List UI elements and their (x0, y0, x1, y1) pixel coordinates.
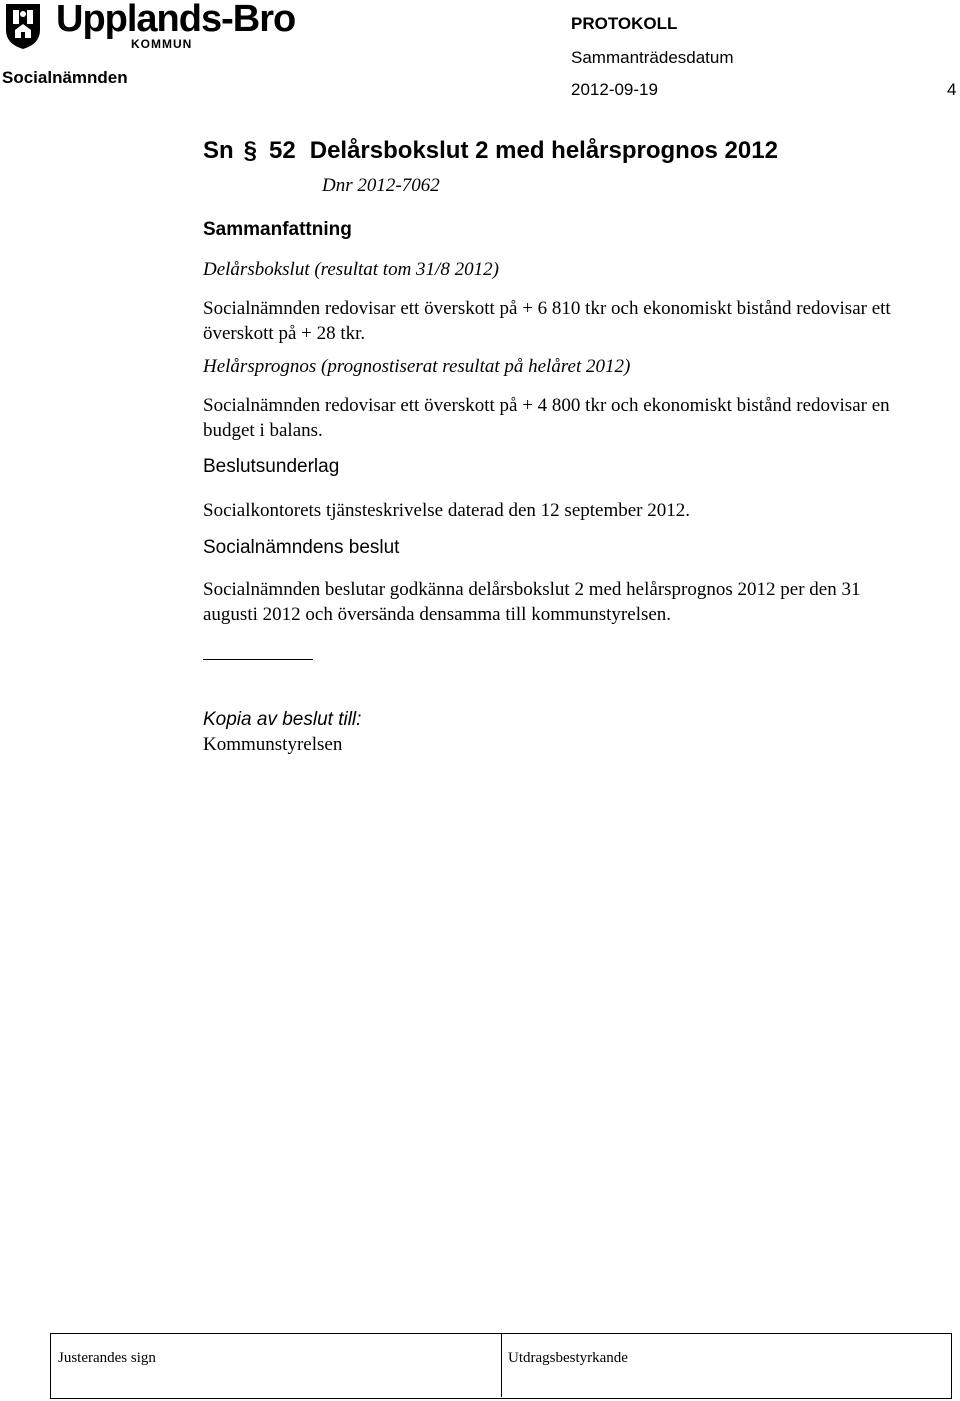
extract-certification-field: Utdragsbestyrkande (508, 1350, 628, 1366)
page-number: 4 (947, 80, 957, 99)
section-heading: Delårsbokslut 2 med helårsprognos 2012 (309, 137, 778, 164)
divider-line (203, 659, 313, 660)
basis-heading: Beslutsunderlag (203, 456, 340, 477)
interim-subheading: Delårsbokslut (resultat tom 31/8 2012) (203, 259, 499, 280)
document-type: PROTOKOLL (571, 14, 678, 33)
copy-recipient: Kommunstyrelsen (203, 734, 343, 755)
footer-column-divider (501, 1333, 502, 1397)
basis-text: Socialkontorets tjänsteskrivelse daterad den 12 september 2012. (203, 500, 691, 521)
section-title (203, 137, 778, 165)
copy-to-label: Kopia av beslut till: (203, 709, 362, 730)
justification-sign-field: Justerandes sign (58, 1350, 156, 1366)
forecast-text: Socialnämnden redovisar ett överskott på + 4 800 tkr och ekonomiskt bistånd redovisar en budget i balans. (203, 395, 890, 441)
meeting-date: 2012-09-19 (571, 80, 658, 99)
meeting-date-label: Sammanträdesdatum (571, 48, 734, 67)
decision-text: Socialnämnden beslutar godkänna delårsbokslut 2 med helårsprognos 2012 per den 31 augusti 2012 och översända densamma till kommunstyrelsen. (203, 579, 861, 625)
committee-name: Socialnämnden (2, 68, 128, 87)
paragraph-symbol: § (243, 137, 258, 164)
municipality-logo (0, 0, 300, 60)
interim-text: Socialnämnden redovisar ett överskott på + 6 810 tkr och ekonomiskt bistånd redovisar ett överskott på + 28 tkr. (203, 298, 891, 344)
decision-heading: Socialnämndens beslut (203, 537, 400, 558)
section-number: 52 (269, 137, 296, 164)
registration-number: Dnr 2012-7062 (322, 175, 440, 196)
logo-wordmark: Upplands-Bro (56, 0, 296, 40)
forecast-subheading: Helårsprognos (prognostiserat resultat på helåret 2012) (203, 356, 631, 377)
municipal-crest-icon (2, 2, 44, 50)
summary-heading: Sammanfattning (203, 219, 352, 240)
section-prefix: Sn (203, 137, 234, 164)
logo-subtitle: KOMMUN (131, 37, 193, 51)
